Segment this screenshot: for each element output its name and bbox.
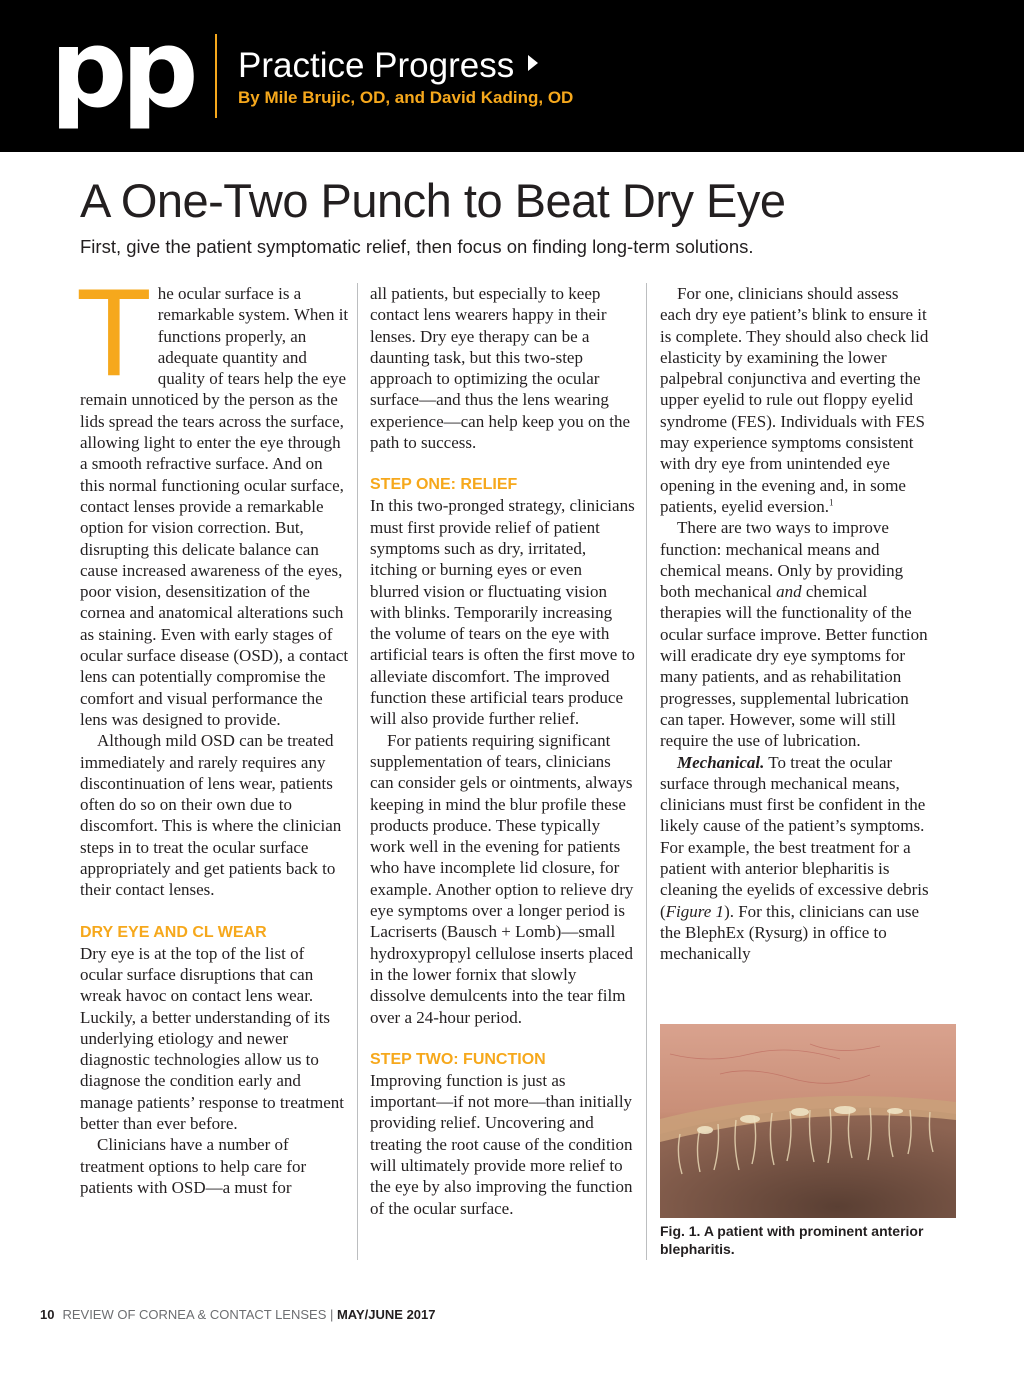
paragraph-text: ). For this, clinicians can use the BlephEx (Rysurg) in office to mechanically	[660, 901, 920, 964]
column-divider	[646, 283, 647, 1260]
spacer	[80, 901, 350, 922]
byline: By Mile Brujic, OD, and David Kading, OD	[238, 88, 574, 107]
paragraph-text: There are two ways to improve function: mechanical means and chemical means. Only by providing both mechanical	[660, 518, 904, 602]
header-bar	[0, 0, 1024, 152]
figure-caption: Fig. 1. A patient with prominent anterior blepharitis.	[660, 1223, 924, 1257]
issue-date: MAY/JUNE 2017	[336, 1307, 436, 1322]
paragraph	[76, 264, 350, 730]
spacer	[370, 1028, 635, 1049]
spacer	[370, 453, 635, 474]
paragraph: all patients, but especially to keep contact lens wearers happy in their lenses. Dry eye therapy can be a daunting task, but this two-step approach to optimizing the ocular surface—and thus the lens wearing experience—can help keep you on the path to success.	[370, 284, 631, 453]
department-name: Practice Progress	[238, 46, 515, 85]
article-subtitle: First, give the patient symptomatic relief, then focus on finding long-term solutions.	[80, 236, 754, 257]
paragraph: Clinicians have a number of treatment options to help care for patients with OSD—a must for	[80, 1135, 307, 1197]
section-heading: DRY EYE AND CL WEAR	[80, 923, 267, 941]
section-heading: STEP ONE: RELIEF	[370, 476, 518, 494]
department-title	[238, 46, 538, 86]
column-divider	[357, 283, 358, 1260]
section-heading: STEP TWO: FUNCTION	[370, 1050, 546, 1068]
column-1	[76, 264, 350, 1198]
column-3	[660, 283, 930, 965]
paragraph-text: chemical therapies will the functionality of the ocular surface improve. Better function will eradicate dry eye symptoms for many patients, and as rehabilitation progresses, supplemental lubrication can taper. However, some will still require the use of lubrication.	[660, 582, 928, 751]
paragraph: In this two-pronged strategy, clinicians must first provide relief of patient symptoms such as dry, irritated, itching or burning eyes or even blurred vision or fluctuating vision with blinks. Temporarily increasing the volume of tears on the eye with artificial tears is often the first move to alleviate discomfort. The improved function these artificial tears produce will also provide further relief.	[370, 496, 635, 729]
column-2	[370, 283, 635, 1219]
paragraph: Although mild OSD can be treated immediately and rarely requires any discontinuation of lens wear, patients often do so on their own due to discomfort. This is where the clinician steps in to treat the ocular surface appropriately and get patients back to their contact lenses.	[80, 731, 342, 900]
reference-marker: 1	[829, 497, 834, 508]
paragraph-text: To treat the ocular surface through mechanical means, clinicians must first be confident in the likely cause of the patient’s symptoms. For example, the best treatment for a patient with anterior blepharitis is cleaning the eyelids of excessive debris (	[660, 752, 929, 921]
paragraph-text: he ocular surface is a remarkable system. When it functions properly, an adequate quantity and quality of tears help the eye remain unnoticed by the person as the lids spread the tears across the surface, allowing light to enter the eye through a smooth refractive surface. And on this normal functioning ocular surface, contact lenses provide a remarkable option for vision correction. But, disrupting this delicate balance can cause increased awareness of the eyes, poor vision, desensitization of the cornea and anatomical alterations such as staining. Even with early stages of ocular surface disease (OSD), a contact lens can potentially compromise the comfort and visual performance the lens was designed to provide.	[80, 284, 349, 729]
run-in-heading: Mechanical.	[677, 752, 765, 772]
figure-photo	[660, 1024, 956, 1218]
page-number: 10	[40, 1307, 55, 1322]
blepharitis-photo	[660, 1024, 956, 1218]
emphasis: and	[776, 582, 802, 602]
figure-reference: Figure 1	[665, 901, 725, 921]
arrow-right-icon	[528, 55, 538, 71]
header-divider	[215, 34, 217, 118]
department-logo: pp	[50, 7, 193, 132]
paragraph	[660, 752, 930, 965]
paragraph	[660, 517, 930, 751]
drop-cap: T	[76, 264, 152, 402]
paragraph: Dry eye is at the top of the list of ocular surface disruptions that can wreak havoc on contact lens wear. Luckily, a better understanding of its underlying etiology and newer diagnostic technologies allow us to diagnose the condition early and manage patients’ response to treatment better than ever before.	[80, 943, 345, 1133]
article-title: A One-Two Punch to Beat Dry Eye	[80, 174, 786, 227]
magazine-name: REVIEW OF CORNEA & CONTACT LENSES |	[62, 1307, 337, 1322]
paragraph: For patients requiring significant supplementation of tears, clinicians can consider gels or ointments, always keeping in mind the blur profile these products produce. These typically work well in the evening for patients who have incomplete lid closure, for example. Another option to relieve dry eye symptoms over a longer period is Lacriserts (Bausch + Lomb)—small hydroxypropyl cellulose inserts placed in the lower fornix that slowly dissolve demulcents into the tear film over a 24-hour period.	[370, 730, 634, 1027]
paragraph: Improving function is just as important—if not more—than initially providing relief. Uncovering and treating the root cause of the condition will ultimately provide more relief to the eye by also improving the function of the ocular surface.	[370, 1070, 633, 1218]
page-footer	[40, 1307, 435, 1322]
paragraph	[660, 283, 930, 517]
paragraph-text: For one, clinicians should assess each dry eye patient’s blink to ensure it is complete. They should also check lid elasticity by examining the lower palpebral conjunctiva and everting the upper eyelid to rule out floppy eyelid syndrome (FES). Individuals with FES may experience symptoms consistent with dry eye from unintended eye opening in the evening and, in some patients, eyelid eversion.	[660, 284, 929, 516]
